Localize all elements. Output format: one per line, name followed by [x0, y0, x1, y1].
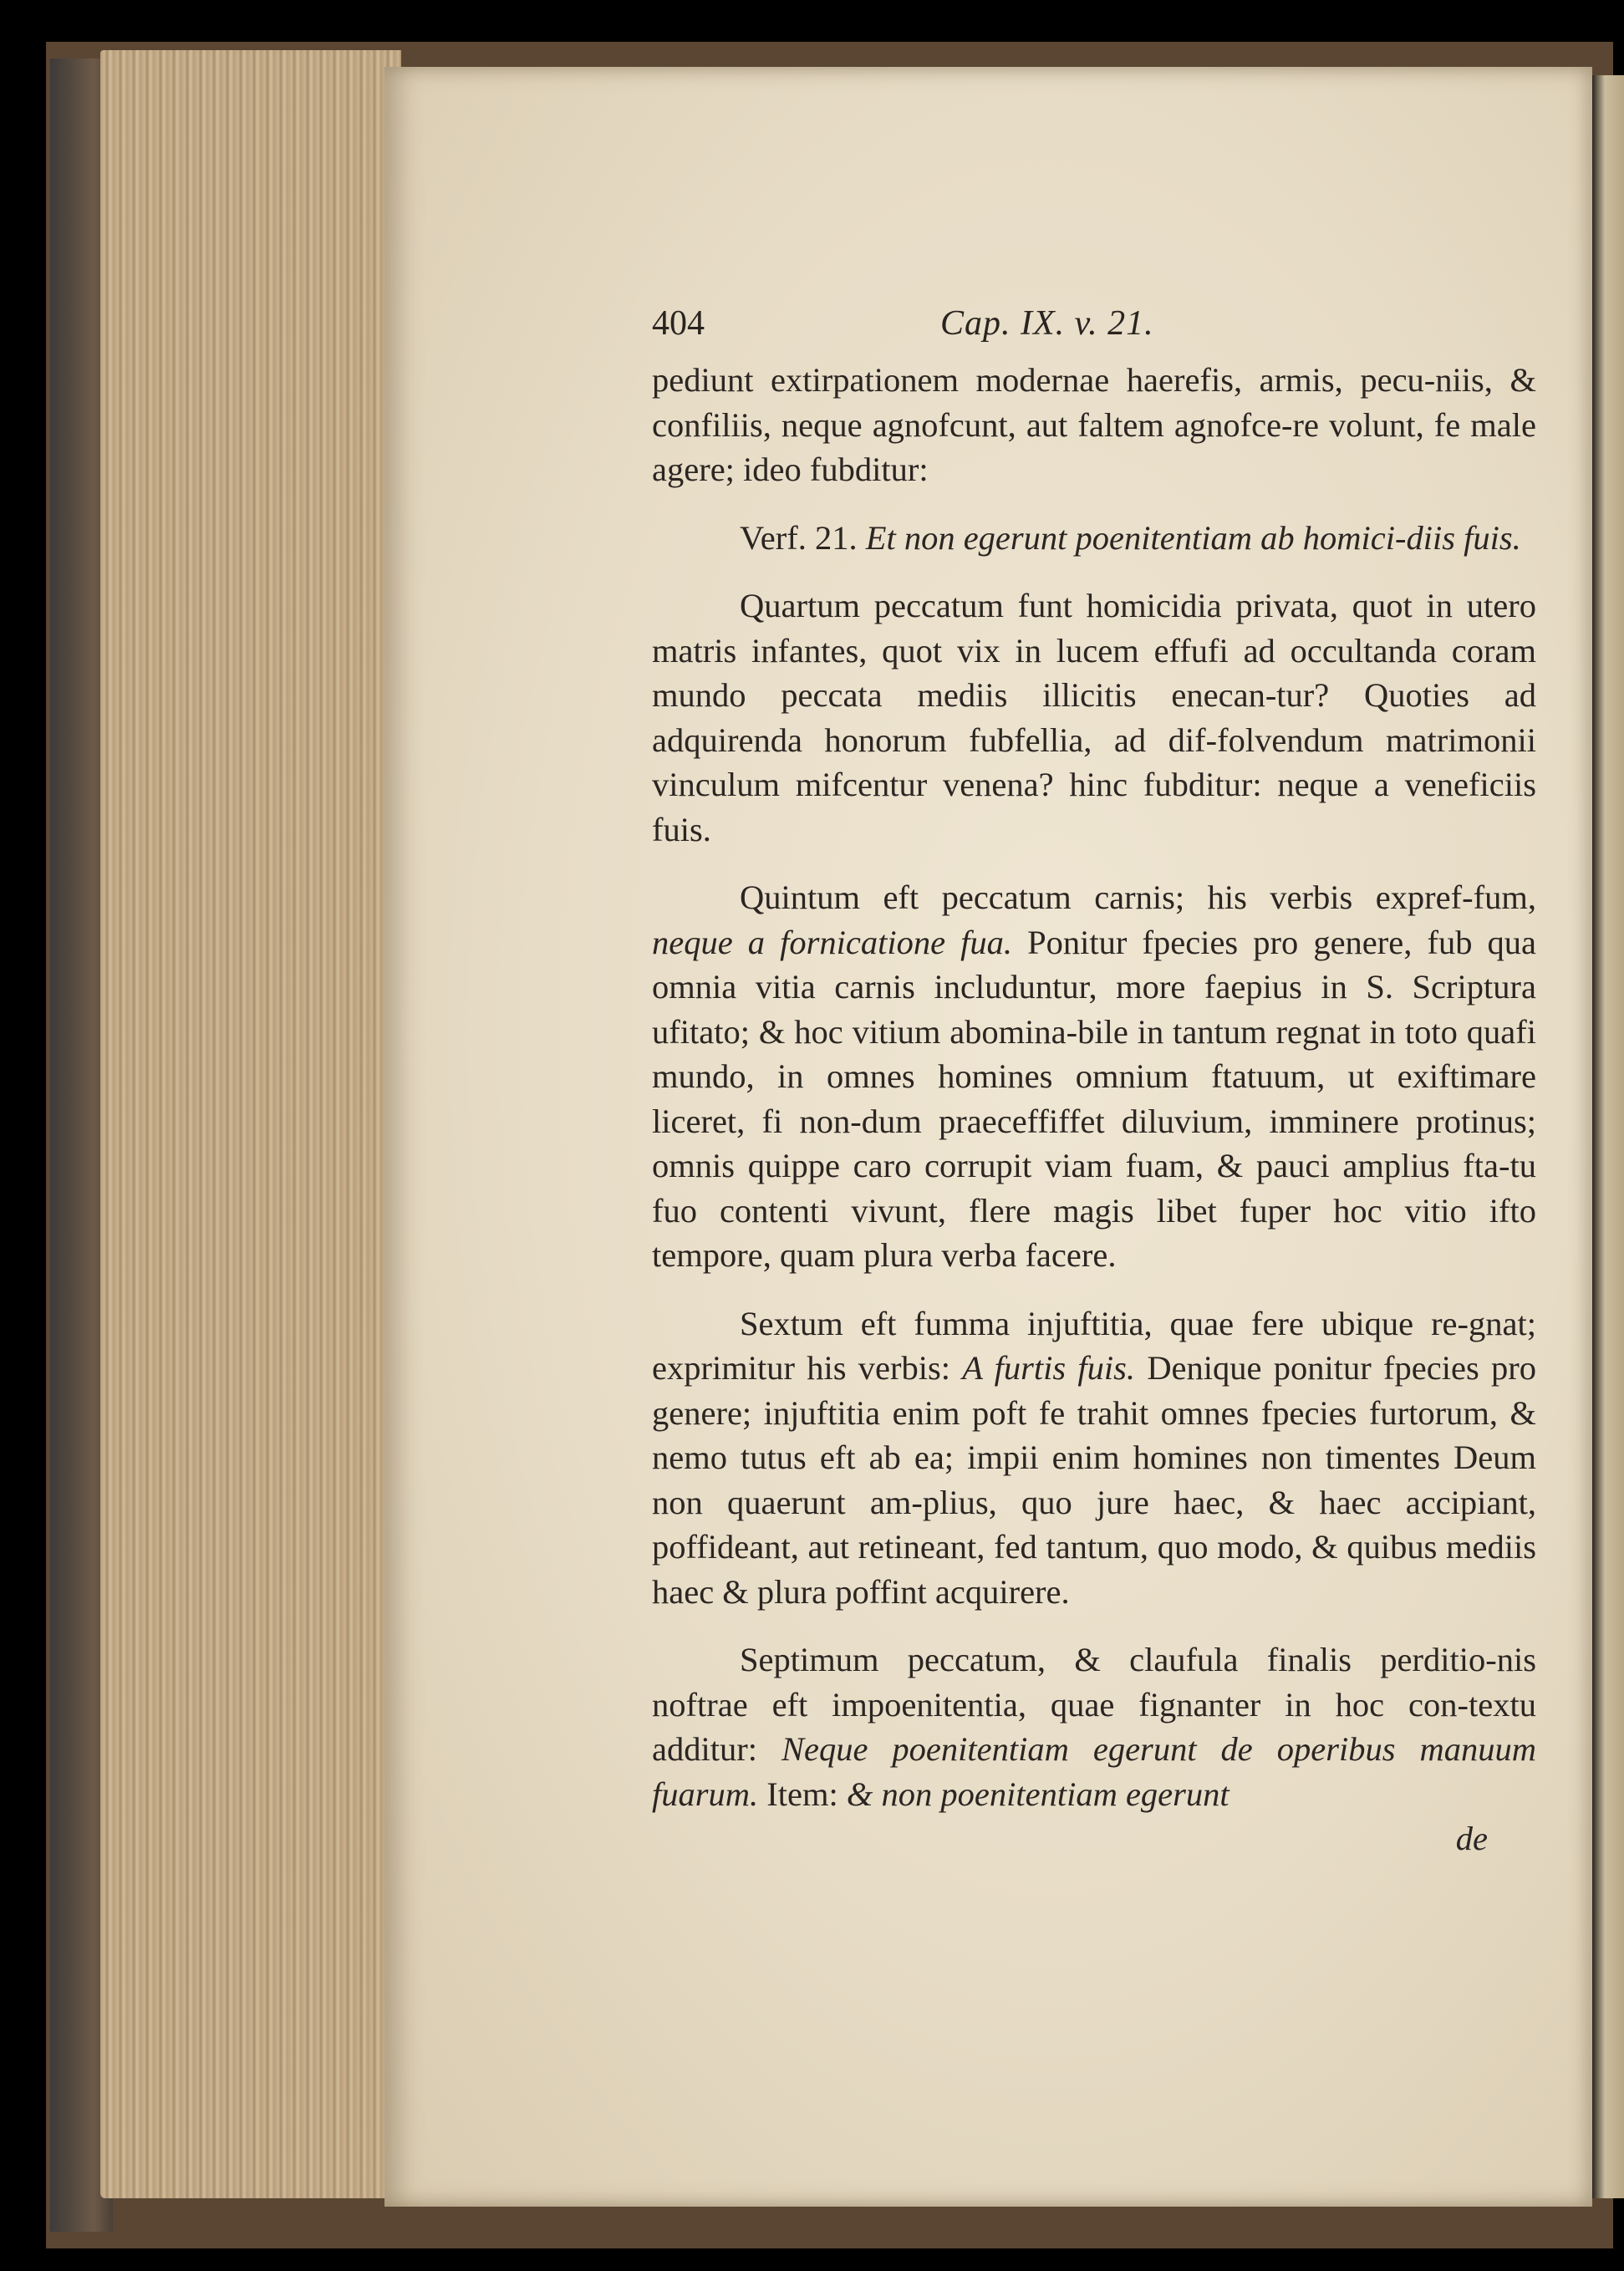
- paragraph-6-quote-2: & non poenitentiam egerunt: [846, 1775, 1229, 1813]
- paragraph-6-quote-1: Neque poenitentiam egerunt de operibus manuum fuarum.: [652, 1730, 1536, 1813]
- page-number: 404: [652, 304, 705, 343]
- paragraph-2: [652, 516, 1536, 561]
- paragraph-3-text: Quartum peccatum funt homicidia privata, quot in utero matris infantes, quot vix in lucem effufi ad occultanda coram mundo peccata mediis illicitis enecan-tur? Quoties ad adquirenda honorum fubfellia, ad dif-folvendum matrimonii vinculum mifcentur venena? hinc fubditur: neque a veneficiis fuis.: [652, 587, 1536, 848]
- paragraph-1-text: pediunt extirpationem modernae haerefis, armis, pecu-niis, & confiliis, neque agnofcunt, aut faltem agnofce-re volunt, fe male agere; ideo fubditur:: [652, 361, 1536, 488]
- page-header: [652, 303, 1530, 354]
- paragraph-5-text-a: Sextum eft fumma injuftitia, quae fere ubique re-gnat; exprimitur his verbis:: [652, 1304, 1536, 1387]
- paragraph-3: [652, 583, 1536, 852]
- paragraph-5: [652, 1301, 1536, 1615]
- paragraph-6-text-b: Item:: [766, 1775, 838, 1813]
- paragraph-4-quote: neque a fornicatione fua.: [652, 923, 1013, 961]
- body-text: [652, 358, 1536, 1861]
- verse-quote: Et non egerunt poenitentiam ab homici-diis fuis.: [865, 518, 1521, 557]
- paragraph-4: [652, 875, 1536, 1278]
- paragraph-5-quote: A furtis fuis.: [962, 1349, 1136, 1387]
- paragraph-6: [652, 1637, 1536, 1816]
- running-head: Cap. IX. v. 21.: [940, 304, 1154, 343]
- paragraph-4-text-a: Quintum eft peccatum carnis; his verbis expref-fum,: [740, 878, 1536, 916]
- paragraph-1: [652, 358, 1536, 492]
- page-edges: [100, 50, 401, 2198]
- verse-label: Verf. 21.: [740, 518, 858, 557]
- paragraph-5-text-b: Denique ponitur fpecies pro genere; injuftitia enim poft fe trahit omnes fpecies furtorum, & nemo tutus eft ab ea; impii enim homines non timentes Deum non quaerunt am-plius, quo jure haec, & haec accipiant, poffideant, aut retineant, fed tantum, quo modo, & quibus mediis haec & plura poffint acquirere.: [652, 1349, 1537, 1611]
- paragraph-6-text-a: Septimum peccatum, & claufula finalis perditio-nis noftrae eft impoenitentia, quae fignanter in hoc con-textu additur:: [652, 1641, 1536, 1768]
- catchword: de: [1455, 1820, 1488, 1857]
- paragraph-4-text-b: Ponitur fpecies pro genere, fub qua omnia vitia carnis includuntur, more faepius in S. Scriptura ufitato; & hoc vitium abomina-bile in tantum regnat in toto quafi mundo, in omnes homines omnium ftatuum, ut exiftimare liceret, fi non-dum praeceffiffet diluvium, imminere protinus; omnis quippe caro corrupit viam fuam, & pauci amplius fta-tu fuo contenti vivunt, flere magis libet fuper hoc vitio ifto tempore, quam plura verba facere.: [652, 923, 1537, 1274]
- right-page-edge: [1592, 75, 1624, 2198]
